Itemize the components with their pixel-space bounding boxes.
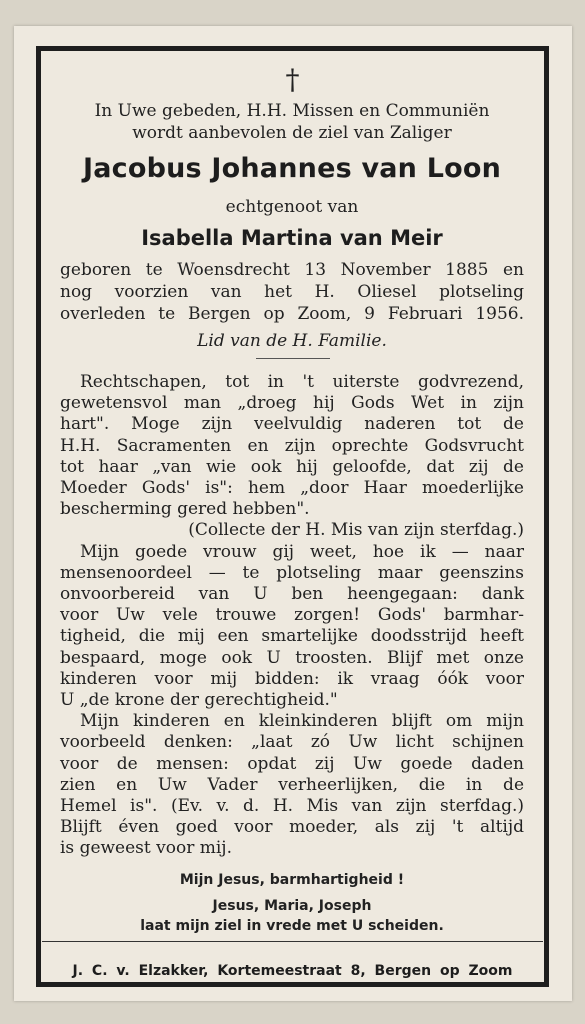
- intro-line-2: wordt aanbevolen de ziel van Zaliger: [132, 123, 452, 143]
- bio-line-1: geboren te Woensdrecht 13 November 1885 en: [60, 260, 524, 280]
- citation-line: (Collecte der H. Mis van zijn sterfdag.): [188, 520, 524, 541]
- prayer-line-3: laat mijn ziel in vrede met U scheiden.: [140, 918, 444, 935]
- para3-line-2: voorbeeld denken: „laat zó Uw licht schijnen: [60, 732, 524, 753]
- para2-line-3: onvoorbereid van U ben heengegaan: dank: [60, 584, 524, 604]
- bio-line-3: overleden te Bergen op Zoom, 9 Februari 1956.: [60, 304, 524, 324]
- para3-line-3: voor de mensen: opdat zij Uw goede daden: [60, 753, 524, 774]
- para3-line-7: is geweest voor mij.: [60, 838, 232, 859]
- para2-line-7: kinderen voor mij bidden: ik vraag óók voor: [60, 668, 524, 689]
- intro-line-1: In Uwe gebeden, H.H. Missen en Communiën: [94, 101, 490, 121]
- printer-credit: J. C. v. Elzakker, Kortemeestraat 8, Bergen op Zoom: [72, 963, 513, 979]
- para1-line-2: gewetensvol man „droeg hij Gods Wet in zijn: [60, 393, 524, 414]
- para1-line-1: Rechtschapen, tot in 't uiterste godvrezend,: [80, 372, 524, 392]
- cross-icon: †: [285, 63, 300, 96]
- para1-line-7: bescherming gered hebben".: [60, 499, 310, 520]
- para1-line-3: hart". Moge zijn veelvuldig naderen tot de: [60, 414, 524, 435]
- membership-line: Lid van de H. Familie.: [197, 331, 387, 351]
- para1-line-4: H.H. Sacramenten en zijn oprechte Godsvrucht: [60, 435, 524, 456]
- footer-rule: [42, 941, 543, 942]
- prayer-line-2: Jesus, Maria, Joseph: [212, 898, 372, 915]
- spouse-intro: echtgenoot van: [225, 197, 359, 217]
- para3-line-5: Hemel is". (Ev. v. d. H. Mis van zijn sterfdag.): [60, 796, 524, 816]
- para2-line-1: Mijn goede vrouw gij weet, hoe ik — naar: [80, 541, 524, 562]
- para2-line-6: bespaard, moge ook U troosten. Blijf met onze: [60, 647, 524, 668]
- para2-line-2: mensenoordeel — te plotseling maar geenszins: [60, 562, 524, 583]
- para2-line-4: voor Uw vele trouwe zorgen! Gods' barmhar-: [60, 605, 524, 626]
- para2-line-5: tigheid, die mij een smartelijke doodsstrijd heeft: [60, 626, 524, 647]
- divider-rule: [256, 358, 330, 359]
- prayer-line-1: Mijn Jesus, barmhartigheid !: [179, 872, 405, 889]
- para1-line-5: tot haar „van wie ook hij geloofde, dat zij de: [60, 456, 524, 477]
- spouse-name: Isabella Martina van Meir: [141, 226, 443, 250]
- para3-line-4: zien en Uw Vader verheerlijken, die in de: [60, 774, 524, 795]
- para3-line-6: Blijft éven goed voor moeder, als zij 't altijd: [60, 817, 524, 838]
- deceased-name: Jacobus Johannes van Loon: [82, 153, 502, 184]
- para2-line-8: U „de krone der gerechtigheid.": [60, 690, 338, 710]
- para3-line-1: Mijn kinderen en kleinkinderen blijft om mijn: [80, 711, 524, 732]
- bio-line-2: nog voorzien van het H. Oliesel plotseling: [60, 282, 524, 302]
- para1-line-6: Moeder Gods' is": hem „door Haar moederlijke: [60, 478, 524, 498]
